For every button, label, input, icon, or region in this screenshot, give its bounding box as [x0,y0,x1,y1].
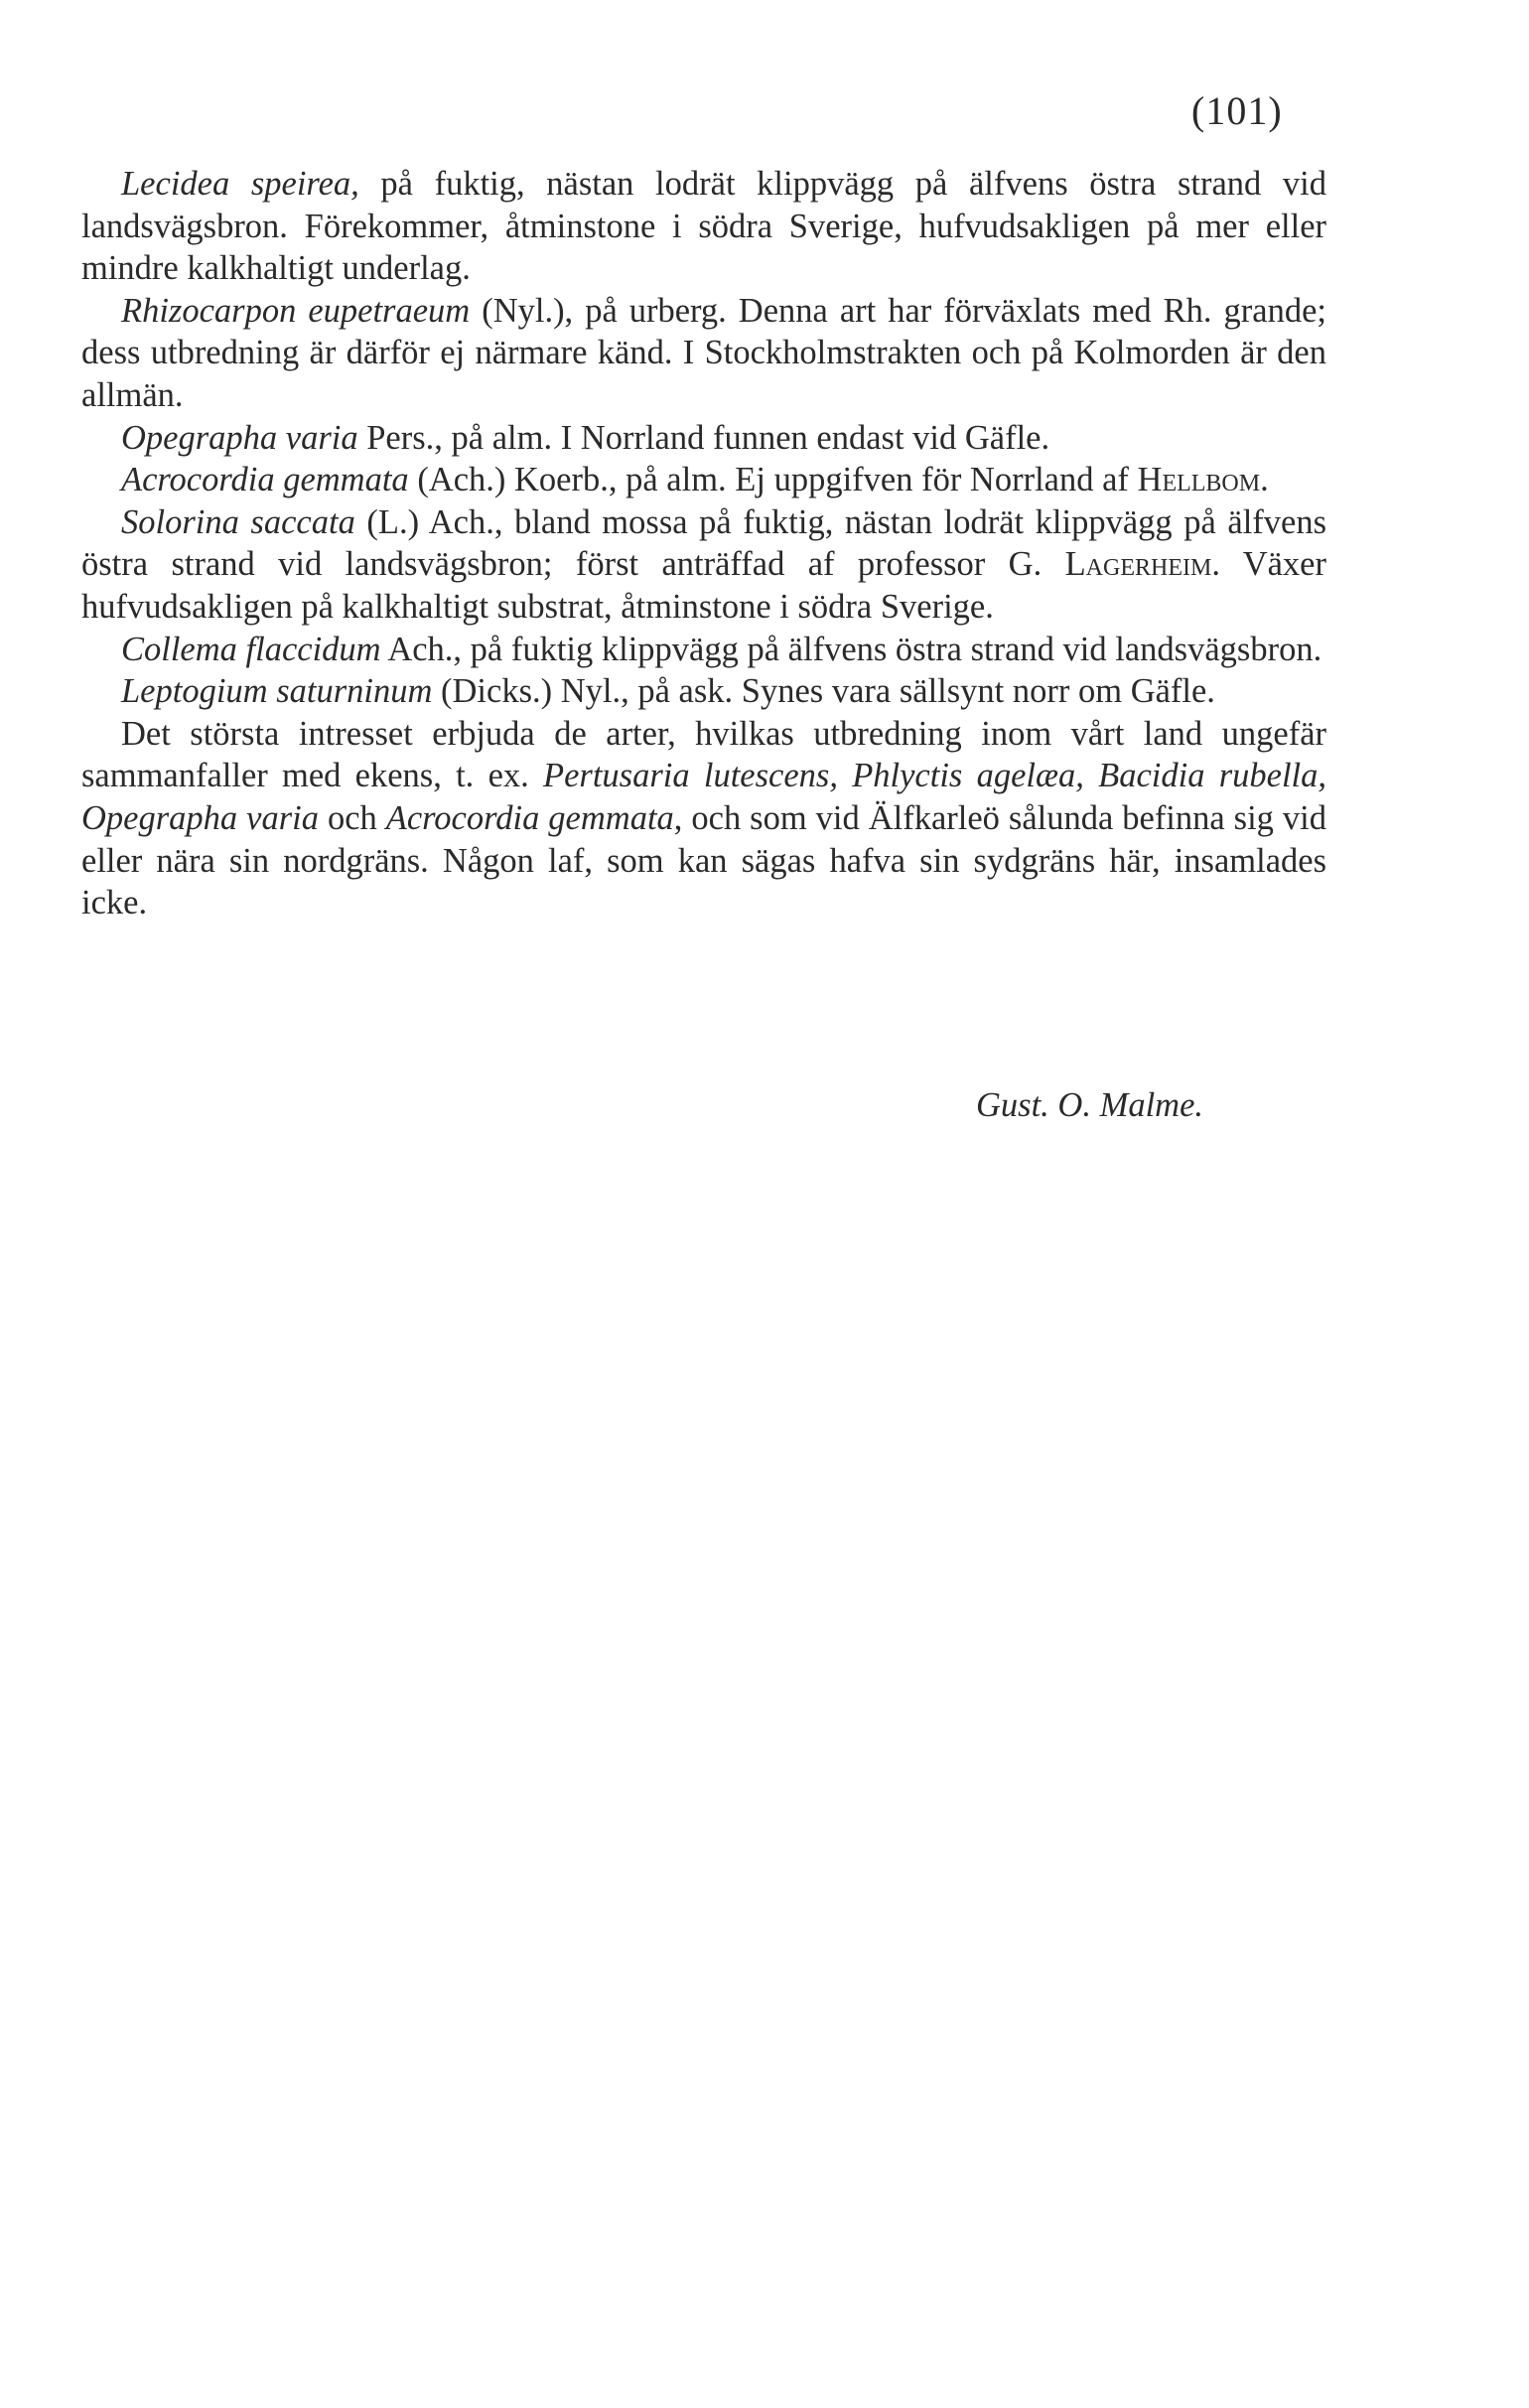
species-name: Acrocordia gemmata [121,461,409,499]
species-name: Opegrapha varia [121,418,358,457]
species-name: Collema flaccidum [121,630,381,668]
species-name: Leptogium saturninum [121,672,433,711]
entry-opegrapha [81,417,1326,460]
author-signature: Gust. O. Malme. [976,1086,1204,1124]
entry-text-end: . [1260,461,1269,499]
entry-text: Pers., på alm. I Norrland funnen endast vid Gäfle. [357,418,1050,457]
species-name: Acrocordia gemmata [385,798,674,837]
entry-acrocordia [81,459,1326,501]
entry-text: (Nyl.), på urberg. Denna art har förväxlats med Rh. grande; dess utbredning är därför ej närmare känd. I Stockholmstrakten och på Kolmorden är den allmän. [81,291,1326,414]
closing-text: Det största intresset erbjuda de arter, hvilkas utbredning inom vårt land ungefär sammanfaller med ekens, t. ex. [81,714,1326,795]
entry-leptogium [81,670,1326,713]
species-name: Lecidea speirea, [121,165,359,203]
species-name: Rhizocarpon eupetraeum [121,291,471,330]
entry-lecidea [81,163,1326,290]
entry-text: (Dicks.) Nyl., på ask. Synes vara sällsynt norr om Gäfle. [432,672,1215,711]
closing-paragraph [81,713,1326,924]
closing-text: , och som vid Älfkarleö sålunda befinna sig vid eller nära sin nordgräns. Någon laf, som kan sägas hafva sin sydgräns här, insamlades icke. [81,798,1326,922]
species-list: Pertusaria lutescens, Phlyctis agelæa, Bacidia rubella, Opegrapha varia [81,757,1326,837]
entry-text: (L.) Ach., bland mossa på fuktig, nästan lodrät klippvägg på älfvens östra strand vid landsvägsbron; först anträffad af professor G. [81,502,1327,584]
entry-text: på fuktig, nästan lodrät klippvägg på älfvens östra strand vid landsvägsbron. Förekommer, åtminstone i södra Sverige, hufvudsakligen på mer eller mindre kalkhaltigt underlag. [81,165,1326,288]
entry-rhizocarpon [81,290,1326,417]
page-number: (101) [1191,88,1283,133]
entry-solorina [81,501,1326,629]
author-name: Hellbom [1137,461,1261,499]
entry-collema [81,629,1326,671]
entry-text: (Ach.) Koerb., på alm. Ej uppgifven för Norrland af [408,461,1138,499]
author-name: Lagerheim [1064,545,1212,584]
closing-text: och [318,798,386,837]
entry-text-end: . Växer hufvudsakligen på kalkhaltigt substrat, åtminstone i södra Sverige. [81,545,1326,626]
entry-text: Ach., på fuktig klippvägg på älfvens östra strand vid landsvägsbron. [380,630,1322,668]
species-name: Solorina saccata [121,502,355,541]
document-body [81,163,1326,924]
